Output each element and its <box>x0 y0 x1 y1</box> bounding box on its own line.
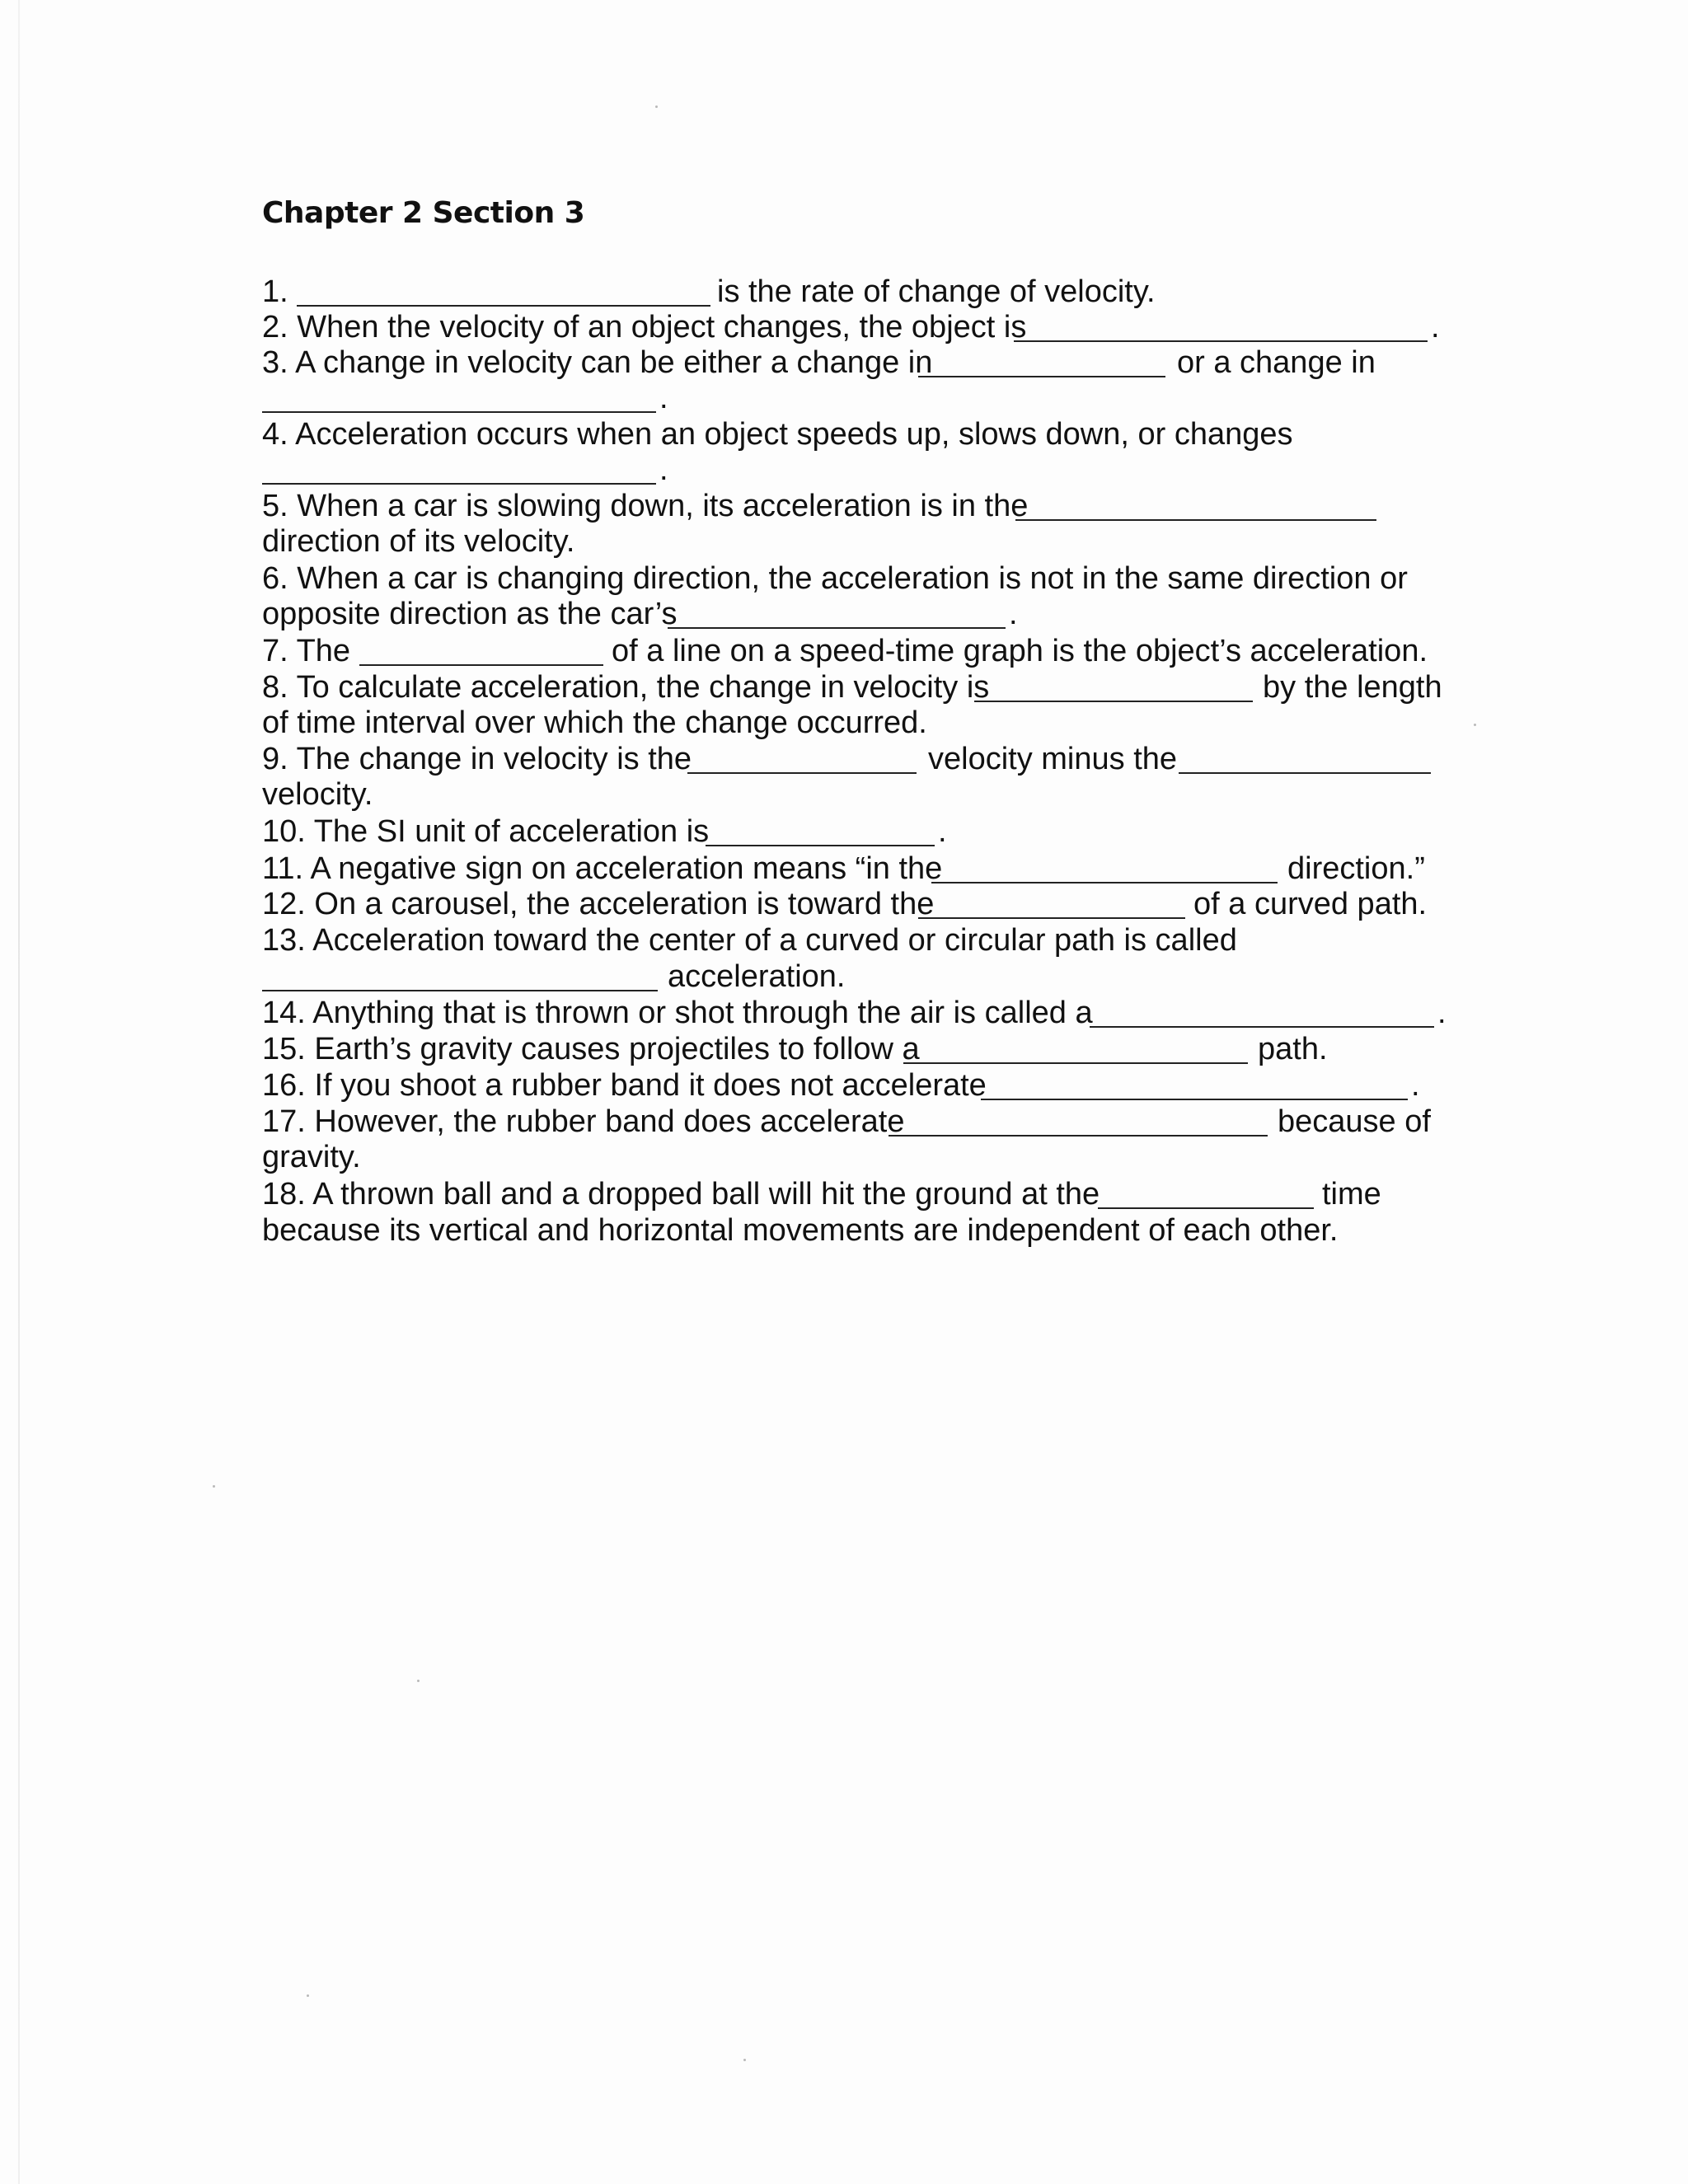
question-16-end: . <box>1411 1068 1420 1103</box>
question-1-number: 1. <box>262 274 288 309</box>
scan-speck <box>1474 724 1476 726</box>
question-18-text: 18. A thrown ball and a dropped ball will hit the ground at the <box>262 1177 1100 1212</box>
question-7-text: 7. The <box>262 634 351 668</box>
answer-blank-15[interactable] <box>903 1062 1248 1064</box>
answer-blank-17[interactable] <box>889 1135 1268 1137</box>
scan-speck <box>417 1680 420 1682</box>
answer-blank-16[interactable] <box>981 1099 1408 1100</box>
question-16-text: 16. If you shoot a rubber band it does not accelerate <box>262 1068 987 1103</box>
question-17-text-b: because of <box>1278 1104 1431 1139</box>
question-5-text-b: direction of its velocity. <box>262 524 575 559</box>
question-6-text-b: opposite direction as the car’s <box>262 597 678 631</box>
question-5-text: 5. When a car is slowing down, its acceleration is in the <box>262 489 1029 523</box>
page-title: Chapter 2 Section 3 <box>262 196 585 230</box>
question-15-text: 15. Earth’s gravity causes projectiles to follow a <box>262 1032 920 1066</box>
question-8-text-c: of time interval over which the change occurred. <box>262 705 927 740</box>
question-8-text: 8. To calculate acceleration, the change in velocity is <box>262 670 990 705</box>
question-13-text-b: acceleration. <box>668 959 846 994</box>
answer-blank-3a[interactable] <box>918 376 1165 377</box>
question-6-end: . <box>1009 597 1018 631</box>
question-11-text: 11. A negative sign on acceleration means “in the <box>262 851 943 886</box>
answer-blank-12[interactable] <box>918 917 1185 919</box>
answer-blank-4[interactable] <box>262 483 656 485</box>
scan-speck <box>307 1994 309 1997</box>
question-3-end: . <box>659 381 668 415</box>
question-18-text-b: time <box>1322 1177 1381 1212</box>
answer-blank-9b[interactable] <box>1179 772 1431 774</box>
question-9-text-c: velocity. <box>262 777 373 812</box>
scan-speck <box>743 2059 746 2061</box>
question-2-text: 2. When the velocity of an object changes, the object is <box>262 310 1027 344</box>
answer-blank-3b[interactable] <box>262 411 656 413</box>
question-13-text: 13. Acceleration toward the center of a curved or circular path is called <box>262 923 1237 958</box>
answer-blank-2[interactable] <box>1014 340 1428 342</box>
question-3-text: 3. A change in velocity can be either a change in <box>262 345 933 380</box>
question-14-end: . <box>1437 996 1447 1030</box>
answer-blank-5[interactable] <box>1015 519 1376 521</box>
question-14-text: 14. Anything that is thrown or shot through the air is called a <box>262 996 1093 1030</box>
question-9-text-b: velocity minus the <box>928 742 1178 776</box>
scan-edge-shadow <box>18 0 20 2184</box>
scan-speck <box>655 105 658 108</box>
question-17-text-c: gravity. <box>262 1140 361 1174</box>
question-4-end: . <box>659 452 668 487</box>
scan-speck <box>213 1485 215 1488</box>
question-12-text: 12. On a carousel, the acceleration is toward the <box>262 887 935 921</box>
question-9-text: 9. The change in velocity is the <box>262 742 692 776</box>
question-4-text: 4. Acceleration occurs when an object speeds up, slows down, or changes <box>262 417 1293 452</box>
answer-blank-10[interactable] <box>706 845 935 846</box>
question-3-text-b: or a change in <box>1177 345 1376 380</box>
question-11-text-b: direction.” <box>1287 851 1425 886</box>
question-12-text-b: of a curved path. <box>1193 887 1428 921</box>
question-2-end: . <box>1431 310 1440 344</box>
question-1-text: is the rate of change of velocity. <box>717 274 1156 309</box>
answer-blank-14[interactable] <box>1090 1026 1434 1028</box>
question-15-text-b: path. <box>1258 1032 1328 1066</box>
question-7-text-b: of a line on a speed-time graph is the object’s acceleration. <box>612 634 1428 668</box>
question-8-text-b: by the length <box>1263 670 1442 705</box>
answer-blank-18[interactable] <box>1098 1207 1314 1209</box>
question-6-text: 6. When a car is changing direction, the acceleration is not in the same direction or <box>262 561 1408 596</box>
answer-blank-11[interactable] <box>931 882 1278 883</box>
answer-blank-9a[interactable] <box>687 772 917 774</box>
answer-blank-6[interactable] <box>668 627 1006 629</box>
question-10-text: 10. The SI unit of acceleration is <box>262 814 710 849</box>
answer-blank-13[interactable] <box>262 990 658 991</box>
question-10-end: . <box>938 814 947 849</box>
answer-blank-8[interactable] <box>974 701 1253 702</box>
question-18-text-c: because its vertical and horizontal movements are independent of each other. <box>262 1213 1339 1248</box>
answer-blank-7[interactable] <box>359 664 603 666</box>
answer-blank-1[interactable] <box>297 305 710 307</box>
question-17-text: 17. However, the rubber band does accelerate <box>262 1104 905 1139</box>
